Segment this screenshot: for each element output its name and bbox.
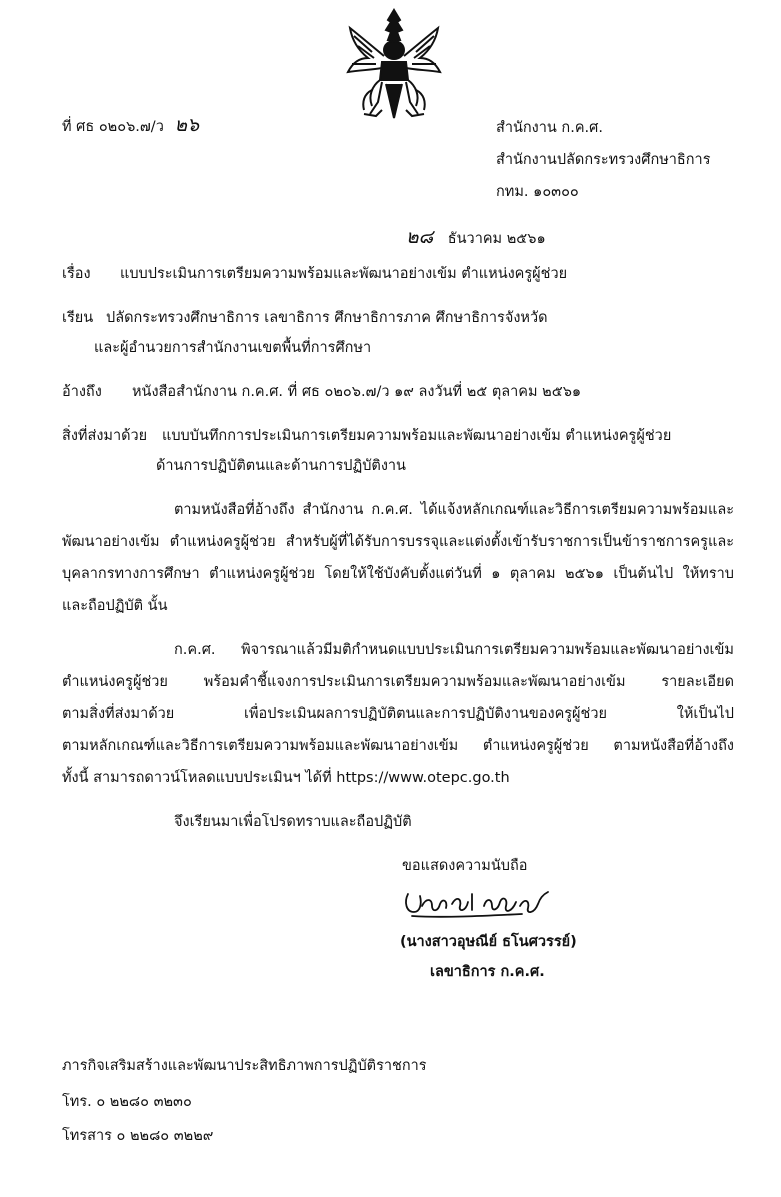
footer-unit: ภารกิจเสริมสร้างและพัฒนาประสิทธิภาพการปฏิบัติราชการ: [62, 1058, 427, 1074]
paragraph-2-line-1: ก.ค.ศ. พิจารณาแล้วมีมติกำหนดแบบประเมินการเตรียมความพร้อมและพัฒนาอย่างเข้ม: [174, 642, 734, 658]
reference-label: อ้างถึง: [62, 384, 102, 400]
paragraph-1-line-2: พัฒนาอย่างเข้ม ตำแหน่งครูผู้ช่วย สำหรับผู้ที่ได้รับการบรรจุและแต่งตั้งเข้ารับราชการเป็นข้าราชการครูและ: [62, 534, 734, 550]
paragraph-2-line-3: ตามสิ่งที่ส่งมาด้วย เพื่อประเมินผลการปฏิบัติตนและการปฏิบัติงานของครูผู้ช่วย ให้เป็นไป: [62, 706, 734, 722]
enclosure-line-2: ด้านการปฏิบัติตนและด้านการปฏิบัติงาน: [156, 458, 406, 474]
paragraph-2-line-4: ตามหลักเกณฑ์และวิธีการเตรียมความพร้อมและพัฒนาอย่างเข้ม ตำแหน่งครูผู้ช่วย ตามหนังสือที่อ้างถึง: [62, 738, 734, 754]
signer-title: เลขาธิการ ก.ค.ศ.: [430, 964, 545, 980]
paragraph-1-line-1: ตามหนังสือที่อ้างถึง สำนักงาน ก.ค.ศ. ได้แจ้งหลักเกณฑ์และวิธีการเตรียมความพร้อมและ: [174, 502, 734, 518]
document-date: [406, 226, 546, 249]
paragraph-1-line-3: บุคลากรทางการศึกษา ตำแหน่งครูผู้ช่วย โดยให้ใช้บังคับตั้งแต่วันที่ ๑ ตุลาคม ๒๕๖๑ เป็นต้นไป ให้ทราบ: [62, 566, 734, 582]
handwritten-signature-icon: [402, 884, 552, 922]
subject-text: แบบประเมินการเตรียมความพร้อมและพัฒนาอย่างเข้ม ตำแหน่งครูผู้ช่วย: [120, 266, 568, 282]
paragraph-2-line-2: ตำแหน่งครูผู้ช่วย พร้อมคำชี้แจงการประเมินการเตรียมความพร้อมและพัฒนาอย่างเข้ม รายละเอียด: [62, 674, 734, 690]
paragraph-1-line-4: และถือปฏิบัติ นั้น: [62, 598, 168, 614]
date-day-handwritten: ๒๘: [406, 226, 434, 248]
reference-text: หนังสือสำนักงาน ก.ค.ศ. ที่ ศธ ๐๒๐๖.๗/ว ๑๙ ลงวันที่ ๒๕ ตุลาคม ๒๕๖๑: [132, 384, 582, 400]
signer-name: (นางสาวอุษณีย์ ธโนศวรรย์): [400, 934, 577, 950]
enclosure-line-1: แบบบันทึกการประเมินการเตรียมความพร้อมและพัฒนาอย่างเข้ม ตำแหน่งครูผู้ช่วย: [162, 428, 672, 444]
enclosure-label: สิ่งที่ส่งมาด้วย: [62, 428, 148, 444]
org-line-3: กทม. ๑๐๓๐๐: [496, 184, 579, 200]
document-number-prefix: ที่ ศธ ๐๒๐๖.๗/ว: [62, 119, 164, 135]
subject-label: เรื่อง: [62, 266, 91, 282]
document-number-handwritten: ๒๖: [174, 114, 200, 136]
footer-fax: โทรสาร ๐ ๒๒๘๐ ๓๒๒๙: [62, 1128, 214, 1144]
addressee-line-2: และผู้อำนวยการสำนักงานเขตพื้นที่การศึกษา: [94, 340, 372, 356]
closing-request: จึงเรียนมาเพื่อโปรดทราบและถือปฏิบัติ: [174, 814, 412, 830]
footer-phone: โทร. ๐ ๒๒๘๐ ๓๒๓๐: [62, 1094, 192, 1110]
date-month-year: ธันวาคม ๒๕๖๑: [447, 231, 546, 247]
paragraph-2-line-5: ทั้งนี้ สามารถดาวน์โหลดแบบประเมินฯ ได้ที่ https://www.otepc.go.th: [62, 770, 510, 786]
garuda-emblem-icon: [342, 6, 446, 124]
addressee-line-1: ปลัดกระทรวงศึกษาธิการ เลขาธิการ ศึกษาธิการภาค ศึกษาธิการจังหวัด: [106, 310, 548, 326]
org-line-2: สำนักงานปลัดกระทรวงศึกษาธิการ: [496, 152, 711, 168]
addressee-label: เรียน: [62, 310, 94, 326]
document-number: [62, 114, 199, 137]
org-line-1: สำนักงาน ก.ค.ศ.: [496, 120, 603, 136]
closing-phrase: ขอแสดงความนับถือ: [402, 858, 528, 874]
